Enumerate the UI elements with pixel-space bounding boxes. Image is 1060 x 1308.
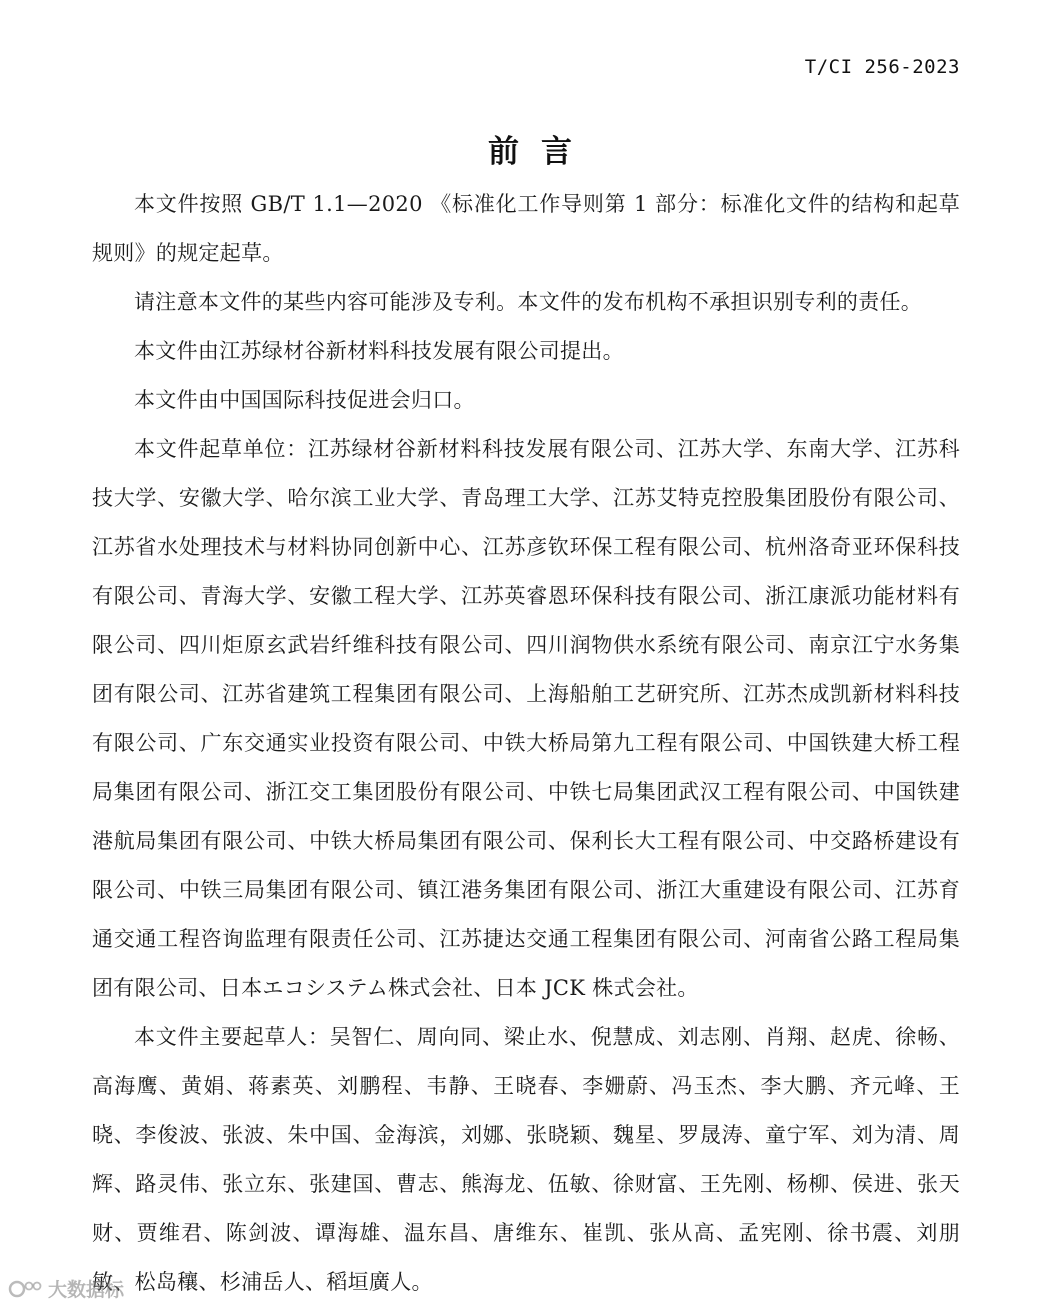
paragraph-proposer: 本文件由江苏绿材谷新材料科技发展有限公司提出。: [134, 339, 624, 363]
document-id: T/CI 256-2023: [804, 56, 960, 78]
paragraph-centralized-management: 本文件由中国国际科技促进会归口。: [134, 388, 475, 412]
document-body: [92, 180, 960, 1307]
paragraph-main-drafters: 本文件主要起草人：吴智仁、周向同、梁止水、倪慧成、刘志刚、肖翔、赵虎、徐畅、高海鹰、黄娟、蒋素英、刘鹏程、韦静、王晓春、李姗蔚、冯玉杰、李大鹏、齐元峰、王晓、李俊波、张波、朱中国、金海滨，刘娜、张晓颖、魏星、罗晟涛、童宁军、刘为清、周辉、路灵伟、张立东、张建国、曹志、熊海龙、伍敏、徐财富、王先刚、杨柳、侯进、张天财、贾维君、陈剑波、谭海雄、温东昌、唐维东、崔凯、张从高、孟宪刚、徐书震、刘朋敏、松岛穰、杉浦岳人、稻垣廣人。: [92, 1025, 960, 1294]
paragraph-patent-notice: 请注意本文件的某些内容可能涉及专利。本文件的发布机构不承担识别专利的责任。: [134, 290, 923, 314]
watermark: [8, 1275, 124, 1302]
paragraph-drafting-rules: 本文件按照 GB/T 1.1—2020 《标准化工作导则第 1 部分：标准化文件的结构和起草规则》的规定起草。: [92, 192, 960, 265]
watermark-logo-icon: [8, 1278, 42, 1300]
page-title: 前言: [488, 134, 594, 170]
paragraph-drafting-units: 本文件起草单位：江苏绿材谷新材料科技发展有限公司、江苏大学、东南大学、江苏科技大学、安徽大学、哈尔滨工业大学、青岛理工大学、江苏艾特克控股集团股份有限公司、江苏省水处理技术与材料协同创新中心、江苏彦钦环保工程有限公司、杭州洛奇亚环保科技有限公司、青海大学、安徽工程大学、江苏英睿恩环保科技有限公司、浙江康派功能材料有限公司、四川炬原玄武岩纤维科技有限公司、四川润物供水系统有限公司、南京江宁水务集团有限公司、江苏省建筑工程集团有限公司、上海船舶工艺研究所、江苏杰成凯新材料科技有限公司、广东交通实业投资有限公司、中铁大桥局第九工程有限公司、中国铁建大桥工程局集团有限公司、浙江交工集团股份有限公司、中铁七局集团武汉工程有限公司、中国铁建港航局集团有限公司、中铁大桥局集团有限公司、保利长大工程有限公司、中交路桥建设有限公司、中铁三局集团有限公司、镇江港务集团有限公司、浙江大重建设有限公司、江苏育通交通工程咨询监理有限责任公司、江苏捷达交通工程集团有限公司、河南省公路工程局集团有限公司、日本エコシステム株式会社、日本 JCK 株式会社。: [92, 437, 960, 1000]
watermark-text: 大数据标: [48, 1279, 125, 1301]
